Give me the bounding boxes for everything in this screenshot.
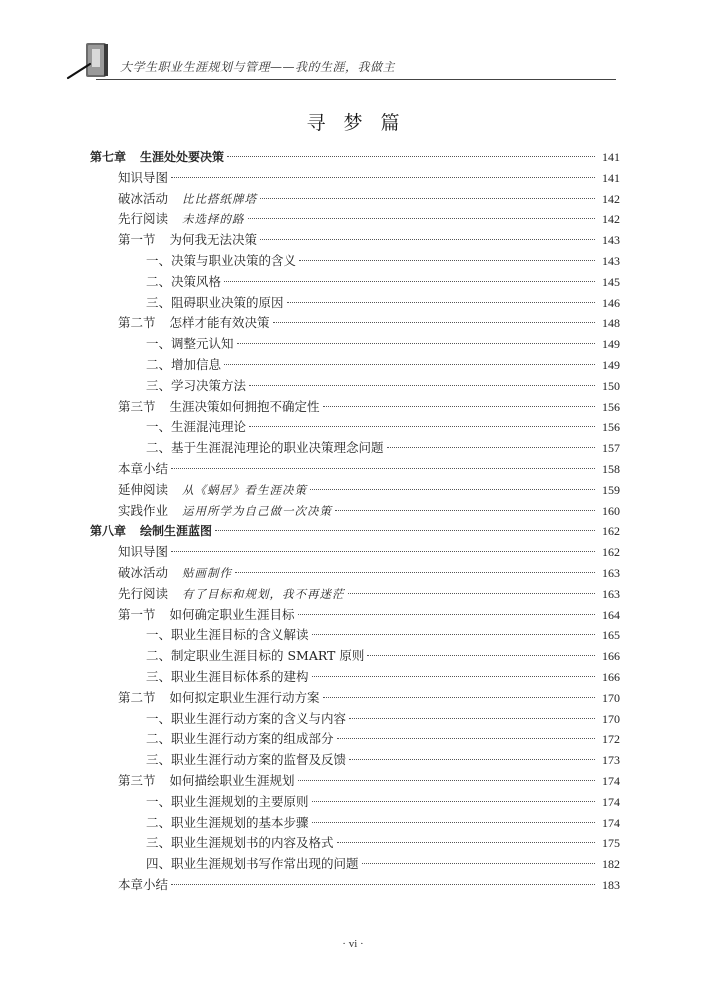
dot-leader — [337, 737, 595, 739]
dot-leader — [260, 197, 595, 199]
toc-entry-title: 如何拟定职业生涯行动方案 — [169, 689, 320, 705]
dot-leader — [387, 446, 595, 448]
toc-page-number: 172 — [602, 732, 620, 747]
toc-entry-title: 绘制生涯蓝图 — [140, 524, 213, 539]
toc-section-entry[interactable] — [90, 313, 620, 334]
dot-leader — [249, 384, 595, 386]
running-header-title: 大学生职业生涯规划与管理——我的生涯，我做主 — [120, 60, 396, 74]
toc-entry-title: 二、制定职业生涯目标的 SMART 原则 — [146, 648, 365, 664]
toc-entry-prefix: 先行阅读 — [118, 211, 169, 227]
toc-page-number: 166 — [602, 669, 620, 684]
toc-subsection-entry[interactable] — [90, 667, 620, 688]
toc-entry-title: 如何确定职业生涯目标 — [169, 606, 295, 622]
toc-section-entry[interactable] — [90, 209, 620, 230]
toc-entry-title: 二、职业生涯行动方案的组成部分 — [146, 731, 334, 747]
toc-entry-title: 本章小结 — [118, 876, 169, 892]
toc-entry-title: 如何描绘职业生涯规划 — [169, 772, 295, 788]
dot-leader — [227, 155, 595, 157]
toc-page-number: 143 — [602, 253, 620, 268]
toc-subsection-entry[interactable] — [90, 625, 620, 646]
dot-leader — [171, 467, 595, 469]
toc-subsection-entry[interactable] — [90, 293, 620, 314]
dot-leader — [237, 342, 595, 344]
toc-chapter-entry[interactable] — [90, 521, 620, 542]
dot-leader — [235, 571, 595, 573]
toc-entry-title: 三、阻碍职业决策的原因 — [146, 294, 284, 310]
toc-subsection-entry[interactable] — [90, 417, 620, 438]
running-header — [0, 0, 706, 90]
toc-page-number: 164 — [602, 607, 620, 622]
dot-leader — [287, 301, 595, 303]
toc-page-number: 149 — [602, 357, 620, 372]
dot-leader — [298, 613, 595, 615]
dot-leader — [310, 488, 595, 490]
header-divider — [96, 79, 616, 80]
toc-section-entry[interactable] — [90, 501, 620, 522]
toc-subsection-entry[interactable] — [90, 334, 620, 355]
toc-entry-prefix: 第二节 — [118, 315, 156, 331]
toc-page-number: 157 — [602, 441, 620, 456]
toc-page-number: 141 — [602, 150, 620, 164]
toc-section-entry[interactable] — [90, 605, 620, 626]
toc-page-number: 165 — [602, 628, 620, 643]
toc-section-entry[interactable] — [90, 688, 620, 709]
toc-page-number: 142 — [602, 212, 620, 227]
toc-page-number: 149 — [602, 337, 620, 352]
dot-leader — [367, 654, 595, 656]
toc-entry-prefix: 第二节 — [118, 689, 156, 705]
toc-page-number: 182 — [602, 857, 620, 872]
toc-entry-title: 一、职业生涯目标的含义解读 — [146, 627, 309, 643]
toc-page-number: 146 — [602, 295, 620, 310]
toc-subsection-entry[interactable] — [90, 438, 620, 459]
toc-page-number: 162 — [602, 524, 620, 539]
dot-leader — [362, 862, 595, 864]
toc-page-number: 163 — [602, 586, 620, 601]
toc-entry-title: 一、调整元认知 — [146, 336, 234, 352]
toc-section-entry[interactable] — [90, 230, 620, 251]
toc-section-entry[interactable] — [90, 542, 620, 563]
toc-page-number: 159 — [602, 482, 620, 497]
dot-leader — [349, 717, 595, 719]
toc-entry-title: 二、决策风格 — [146, 273, 222, 289]
toc-page-number: 174 — [602, 815, 620, 830]
toc-subsection-entry[interactable] — [90, 709, 620, 730]
toc-entry-title: 二、职业生涯规划的基本步骤 — [146, 814, 309, 830]
toc-entry-title: 贴画制作 — [182, 565, 233, 580]
toc-entry-title: 生涯处处要决策 — [140, 150, 225, 164]
dot-leader — [224, 280, 595, 282]
toc-entry-title: 一、生涯混沌理论 — [146, 419, 247, 435]
toc-entry-title: 本章小结 — [118, 460, 169, 476]
page-number-footer: · vi · — [342, 938, 364, 950]
toc-entry-prefix: 第一节 — [118, 606, 156, 622]
dot-leader — [249, 425, 595, 427]
toc-section-entry[interactable] — [90, 168, 620, 189]
toc-entry-prefix: 实践作业 — [118, 502, 169, 518]
toc-page-number: 163 — [602, 565, 620, 580]
toc-entry-prefix: 第三节 — [118, 772, 156, 788]
toc-page-number: 170 — [602, 711, 620, 726]
toc-entry-title: 一、职业生涯行动方案的含义与内容 — [146, 710, 347, 726]
toc-subsection-entry[interactable] — [90, 272, 620, 293]
toc-section-entry[interactable] — [90, 189, 620, 210]
section-title: 寻梦篇 — [306, 112, 418, 134]
dot-leader — [260, 238, 595, 240]
table-of-contents — [90, 147, 620, 896]
dot-leader — [348, 592, 595, 594]
dot-leader — [171, 550, 595, 552]
toc-subsection-entry[interactable] — [90, 833, 620, 854]
toc-page-number: 141 — [602, 170, 620, 185]
dot-leader — [273, 321, 595, 323]
toc-section-entry[interactable] — [90, 584, 620, 605]
toc-page-number: 150 — [602, 378, 620, 393]
toc-chapter-entry[interactable] — [90, 147, 620, 168]
toc-subsection-entry[interactable] — [90, 854, 620, 875]
toc-page-number: 170 — [602, 690, 620, 705]
toc-subsection-entry[interactable] — [90, 813, 620, 834]
toc-entry-prefix: 破冰活动 — [118, 564, 169, 580]
toc-subsection-entry[interactable] — [90, 646, 620, 667]
dot-leader — [171, 883, 595, 885]
toc-entry-title: 知识导图 — [118, 169, 169, 185]
toc-section-entry[interactable] — [90, 771, 620, 792]
toc-page-number: 148 — [602, 316, 620, 331]
dot-leader — [323, 405, 595, 407]
toc-page-number: 173 — [602, 753, 620, 768]
toc-entry-title: 比比搭纸牌塔 — [182, 191, 258, 206]
toc-entry-prefix: 第八章 — [90, 524, 127, 539]
toc-entry-title: 二、增加信息 — [146, 356, 222, 372]
toc-entry-title: 一、决策与职业决策的含义 — [146, 252, 297, 268]
toc-entry-prefix: 第三节 — [118, 398, 156, 414]
toc-page-number: 156 — [602, 399, 620, 414]
dot-leader — [312, 633, 595, 635]
toc-entry-prefix: 延伸阅读 — [118, 481, 169, 497]
dot-leader — [312, 800, 595, 802]
dot-leader — [215, 529, 595, 531]
toc-entry-title: 二、基于生涯混沌理论的职业决策理念问题 — [146, 440, 384, 456]
toc-page-number: 175 — [602, 836, 620, 851]
toc-entry-title: 为何我无法决策 — [169, 232, 258, 248]
toc-subsection-entry[interactable] — [90, 355, 620, 376]
dot-leader — [299, 259, 595, 261]
toc-entry-title: 三、职业生涯规划书的内容及格式 — [146, 835, 334, 851]
toc-section-entry[interactable] — [90, 563, 620, 584]
dot-leader — [323, 696, 595, 698]
toc-page-number: 174 — [602, 773, 620, 788]
toc-entry-prefix: 先行阅读 — [118, 585, 169, 601]
toc-entry-prefix: 第一节 — [118, 232, 156, 248]
toc-entry-title: 三、学习决策方法 — [146, 377, 247, 393]
dot-leader — [171, 176, 595, 178]
toc-entry-title: 四、职业生涯规划书写作常出现的问题 — [146, 856, 359, 872]
toc-page-number: 160 — [602, 503, 620, 518]
toc-subsection-entry[interactable] — [90, 729, 620, 750]
toc-entry-title: 三、职业生涯目标体系的建构 — [146, 668, 309, 684]
toc-section-entry[interactable] — [90, 875, 620, 896]
dot-leader — [298, 779, 595, 781]
toc-entry-prefix: 破冰活动 — [118, 190, 169, 206]
toc-subsection-entry[interactable] — [90, 792, 620, 813]
toc-entry-title: 知识导图 — [118, 544, 169, 560]
toc-entry-title: 怎样才能有效决策 — [169, 315, 270, 331]
dot-leader — [312, 675, 595, 677]
toc-page-number: 162 — [602, 545, 620, 560]
dot-leader — [335, 509, 595, 511]
toc-page-number: 183 — [602, 877, 620, 892]
toc-entry-title: 未选择的路 — [182, 212, 245, 227]
toc-page-number: 143 — [602, 233, 620, 248]
toc-page-number: 156 — [602, 420, 620, 435]
toc-entry-prefix: 第七章 — [90, 150, 127, 164]
dot-leader — [248, 217, 595, 219]
toc-subsection-entry[interactable] — [90, 376, 620, 397]
toc-entry-title: 一、职业生涯规划的主要原则 — [146, 793, 309, 809]
dot-leader — [312, 821, 595, 823]
toc-entry-title: 运用所学为自己做一次决策 — [182, 503, 333, 518]
toc-page-number: 158 — [602, 461, 620, 476]
dot-leader — [349, 758, 595, 760]
toc-page-number: 142 — [602, 191, 620, 206]
toc-subsection-entry[interactable] — [90, 750, 620, 771]
toc-entry-title: 三、职业生涯行动方案的监督及反馈 — [146, 752, 347, 768]
toc-page-number: 166 — [602, 649, 620, 664]
toc-section-entry[interactable] — [90, 480, 620, 501]
pen-icon — [66, 56, 116, 80]
toc-entry-title: 从《蜗居》看生涯决策 — [182, 482, 308, 497]
toc-section-entry[interactable] — [90, 459, 620, 480]
toc-entry-title: 有了目标和规划，我不再迷茫 — [182, 586, 345, 601]
dot-leader — [337, 841, 595, 843]
dot-leader — [224, 363, 595, 365]
toc-page-number: 174 — [602, 794, 620, 809]
toc-section-entry[interactable] — [90, 397, 620, 418]
toc-page-number: 145 — [602, 274, 620, 289]
toc-subsection-entry[interactable] — [90, 251, 620, 272]
toc-entry-title: 生涯决策如何拥抱不确定性 — [169, 398, 320, 414]
